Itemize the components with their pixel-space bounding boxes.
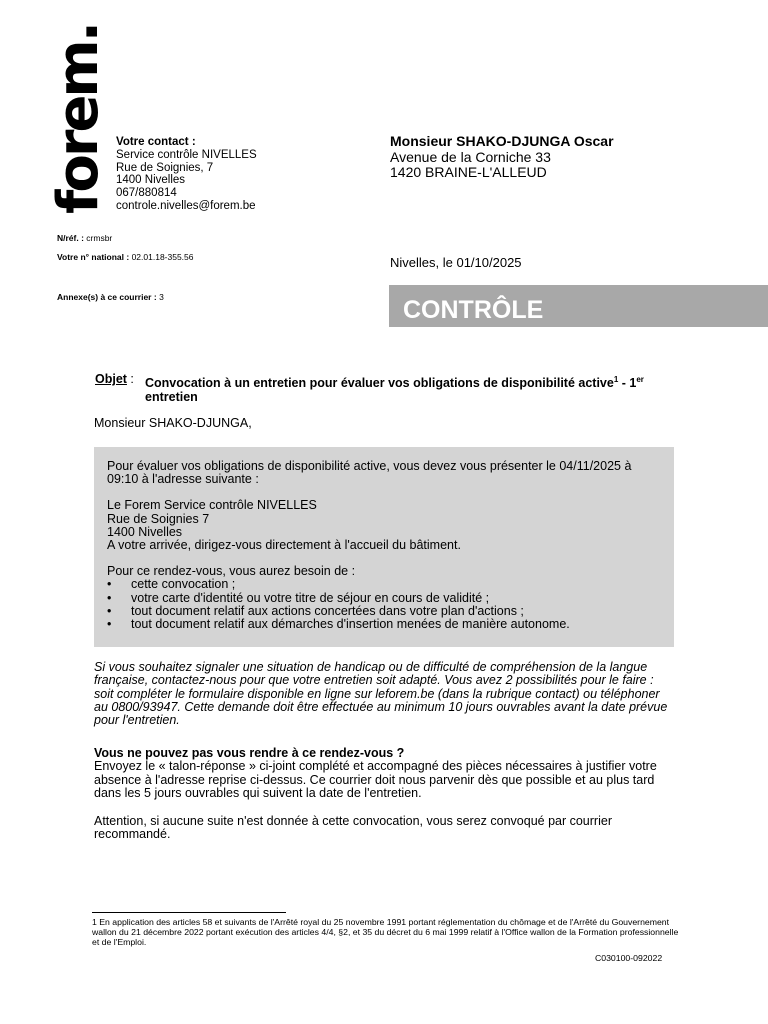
needs-list <box>107 578 662 631</box>
subject-text-end: entretien <box>145 389 198 404</box>
contact-block <box>116 136 257 213</box>
our-reference <box>57 233 112 243</box>
address-line: Le Forem Service contrôle NIVELLES <box>107 498 317 513</box>
contact-street: Rue de Soignies, 7 <box>116 161 214 174</box>
subject-footnote-mark: 1 <box>613 375 619 384</box>
contact-service: Service contrôle NIVELLES <box>116 148 257 161</box>
national-number-value: 02.01.18-355.56 <box>131 252 194 262</box>
document-reference: C030100-092022 <box>595 953 663 963</box>
arrival-instruction: A votre arrivée, dirigez-vous directement à l'accueil du bâtiment. <box>107 538 461 553</box>
recipient-block <box>390 134 614 181</box>
subject-label: Objet <box>95 372 127 386</box>
list-item: • votre carte d'identité ou votre titre de séjour en cours de validité ; <box>107 592 662 605</box>
our-reference-value: crmsbr <box>86 233 113 243</box>
list-item: • cette convocation ; <box>107 578 662 591</box>
contact-city: 1400 Nivelles <box>116 174 186 187</box>
footnote-text: En application des articles 58 et suivants de l'Arrêté royal du 25 novembre 1991 portant réglementation du chômage et de l'Arrêté du Gouvernement wallon du 21 décembre 2022 portant exécution des articles 4/4, §2, et 35 du décret du 6 mai 1999 relatif à l'Office wallon de la Formation professionnelle et de l'Emploi. <box>92 917 679 948</box>
national-number-label: Votre n° national : <box>57 252 130 262</box>
controle-banner: CONTRÔLE <box>389 285 768 327</box>
appointment-intro: Pour évaluer vos obligations de disponibilité active, vous devez vous présenter le 04/11/2025 à 09:10 à l'adresse suivante : <box>107 459 632 487</box>
needs-intro: Pour ce rendez-vous, vous aurez besoin de : <box>107 564 356 579</box>
annexes-value: 3 <box>159 292 164 302</box>
appointment-box <box>94 447 674 647</box>
contact-phone: 067/880814 <box>116 187 177 200</box>
footnote-mark: 1 <box>92 917 97 927</box>
subject-text <box>145 373 675 404</box>
subject-er: er <box>636 375 644 384</box>
forem-logo <box>44 23 114 218</box>
national-number <box>57 252 194 262</box>
absence-question: Vous ne pouvez pas vous rendre à ce rendez-vous ? <box>94 746 405 760</box>
date-line: Nivelles, le 01/10/2025 <box>390 255 522 270</box>
list-item: • tout document relatif aux actions concertées dans votre plan d'actions ; <box>107 605 662 618</box>
annexes <box>57 292 164 302</box>
recipient-address-1: Avenue de la Corniche 33 <box>390 148 551 165</box>
attention-notice: Attention, si aucune suite n'est donnée à cette convocation, vous serez convoqué par courrier recommandé. <box>94 814 612 842</box>
recipient-name: Monsieur SHAKO-DJUNGA Oscar <box>390 133 614 149</box>
address-line: 1400 Nivelles <box>107 524 183 539</box>
contact-email: controle.nivelles@forem.be <box>116 199 256 212</box>
recipient-address-2: 1420 BRAINE-L'ALLEUD <box>390 164 547 180</box>
subject-line <box>95 372 675 404</box>
absence-text: Envoyez le « talon-réponse » ci-joint complété et accompagné des pièces nécessaires à justifier votre absence à l'adresse reprise ci-dessus. Ce courrier doit nous parvenir dès que possible et au plus tard dans les 5 jours ouvrables qui suivent la date de l'entretien. <box>94 759 657 800</box>
subject-colon: : <box>126 372 134 386</box>
absence-section <box>94 747 674 800</box>
list-item: • tout document relatif aux démarches d'insertion menées de manière autonome. <box>107 618 662 631</box>
address-line: Rue de Soignies 7 <box>107 511 210 526</box>
salutation: Monsieur SHAKO-DJUNGA, <box>94 416 252 430</box>
footnote <box>92 917 682 948</box>
logo-text: forem. <box>46 23 111 214</box>
our-reference-label: N/réf. : <box>57 233 84 243</box>
appointment-address <box>107 499 662 552</box>
handicap-notice: Si vous souhaitez signaler une situation de handicap ou de difficulté de compréhension de la langue française, contactez-nous pour que votre entretien soit adapté. Vous avez 2 possibilités pour le faire : soit compléter le formulaire disponible en ligne sur leforem.be (dans la rubrique contact) ou téléphoner au 0800/93947. Cette demande doit être effectuée au minimum 10 jours ouvrables avant la date prévue pour l'entretien. <box>94 660 668 728</box>
subject-dash: - 1 <box>618 376 637 391</box>
subject-text-main: Convocation à un entretien pour évaluer vos obligations de disponibilité active <box>145 376 614 391</box>
footnote-divider <box>92 912 286 913</box>
annexes-label: Annexe(s) à ce courrier : <box>57 292 157 302</box>
contact-title: Votre contact : <box>116 136 196 148</box>
